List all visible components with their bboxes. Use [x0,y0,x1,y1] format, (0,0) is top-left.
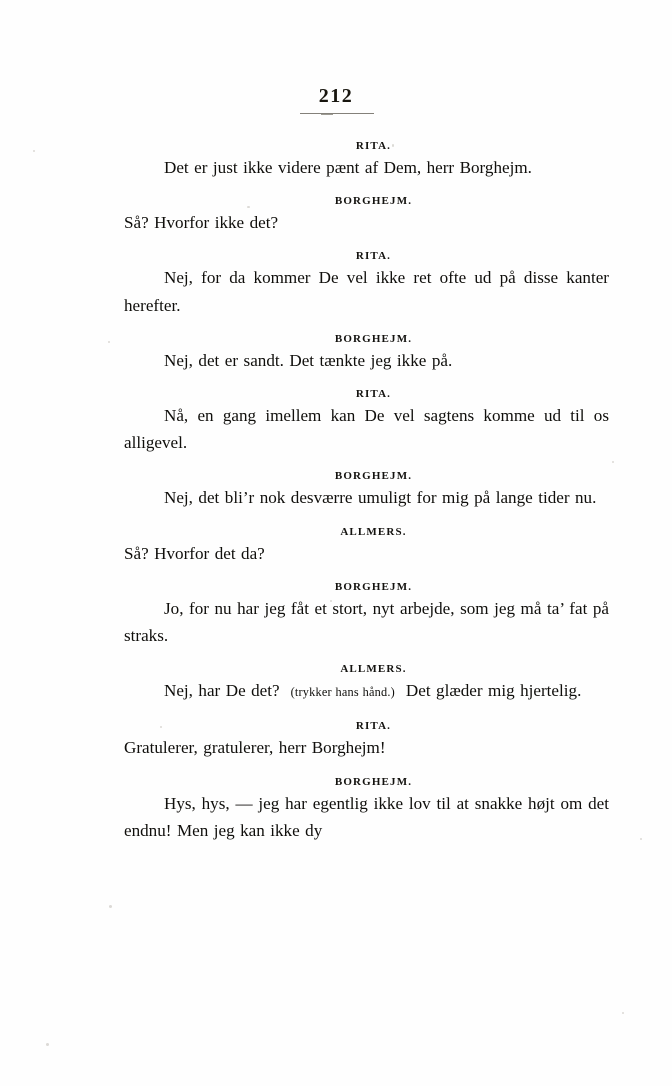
dialogue-text: Nej, det bli’r nok desværre umuligt for mig på lange tider nu. [164,488,597,508]
scan-speck [109,905,112,908]
speaker-label: ALLMERS. [340,663,407,676]
speaker-label: BORGHEJM. [334,775,413,788]
dialogue-text [124,677,609,706]
dialogue-text-after: Det glæder mig hjertelig. [405,681,582,701]
page-number-container [0,86,672,111]
speaker-label: RITA. [355,140,392,152]
dialogue-block [124,776,609,844]
dialogue-block [124,195,609,236]
speaker-label: RITA. [355,250,392,263]
dialogue-text: Nej, det er sandt. Det tænkte jeg ikke på. [164,350,453,370]
scan-speck [33,150,35,152]
dialogue-text: Hys, hys, — jeg har egentlig ikke lov til at snakke højt om det endnu! Men jeg kan ikke dy [124,793,609,840]
dialogue-block [124,470,609,511]
page-number: 212 [318,85,354,107]
dialogue-text: Gratulerer, gratulerer, herr Borghejm! [124,738,386,758]
text-column [124,140,609,858]
page-number-rule [300,113,374,114]
stage-direction: (trykker hans hånd.) [290,685,395,700]
speaker-label: BORGHEJM. [334,195,413,208]
dialogue-block [124,663,609,706]
dialogue-block [124,140,609,181]
dialogue-text-before: Nej, har De det? [164,681,280,701]
dialogue-text: Jo, for nu har jeg fåt et stort, nyt arbejde, som jeg må ta’ fat på straks. [124,598,609,646]
dialogue-block [124,333,609,374]
dialogue-block [124,720,609,761]
scan-speck [622,1012,624,1014]
speaker-label: BORGHEJM. [334,332,413,345]
dialogue-text: Nej, for da kommer De vel ikke ret ofte ud på disse kanter herefter. [124,268,609,315]
scan-speck [640,838,642,840]
dialogue-block [124,581,609,649]
scan-speck [612,461,614,463]
dialogue-block [124,250,609,318]
dialogue-text: Nå, en gang imellem kan De vel sagtens komme ud til os alligevel. [124,406,609,453]
dialogue-text: Så? Hvorfor ikke det? [124,213,279,233]
speaker-label: RITA. [355,388,392,401]
dialogue-text: Det er just ikke videre pænt af Dem, herr Borghejm. [164,158,532,177]
dialogue-block [124,388,609,456]
scan-speck [108,341,110,343]
speaker-label: BORGHEJM. [334,580,413,593]
scan-speck [46,1043,49,1046]
dialogue-block [124,526,609,567]
speaker-label: BORGHEJM. [334,470,413,483]
speaker-label: RITA. [355,720,392,733]
speaker-label: ALLMERS. [340,525,407,538]
dialogue-text: Så? Hvorfor det da? [124,543,265,563]
